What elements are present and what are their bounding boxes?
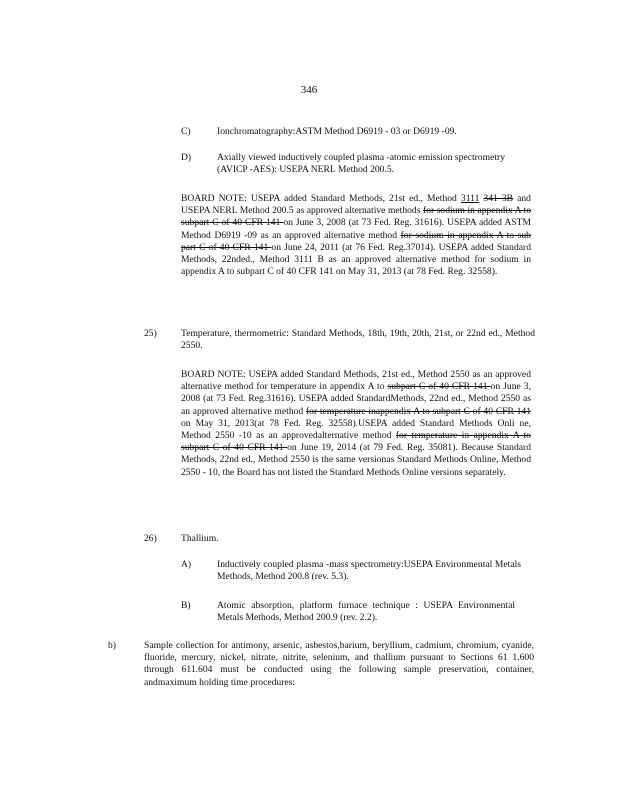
item-26b-text: Atomic absorption, platform furnace technique : USEPA Environmental Metals Methods, Method 200.9 (rev. 2.2). [217, 600, 515, 624]
item-25-text: Temperature, thermometric: Standard Methods, 18th, 19th, 20th, 21st, or 22nd ed., Method 2550. [181, 328, 535, 352]
note2-struck-text-1: subpart C of 40 CFR 141 [387, 381, 491, 393]
note1-part1: BOARD NOTE: USEPA added Standard Methods, 21st ed., Method [181, 193, 457, 204]
item-26a-text: Inductively coupled plasma -mass spectrometry:USEPA Environmental Metals Methods, Method 200.8 (rev. 5.3). [217, 559, 521, 583]
note1-struck-text-2: for sodium in appendix A to subpart C of 40 CFR 141 [181, 205, 532, 229]
note1-part2: and USEPA NERL Method 200.5 as approved alternative methods [181, 193, 531, 217]
item-c-label: C) [181, 126, 191, 137]
note1-part3: on June 3, 2008 (at 73 Fed. Reg. 31616). USEPA added ASTM Method D6919 -09 as an approved alternative method [181, 217, 531, 241]
item-25-label: 25) [144, 328, 157, 339]
page-number: 346 [300, 84, 318, 96]
item-26-label: 26) [144, 533, 157, 544]
item-26-text: Thallium. [181, 533, 219, 544]
note2-part3: on May 31, 2013(at 78 Fed. Reg. 32558).USEPA added Standard Methods Onli ne, Method 2550 -10 as an approvedalternative method [181, 417, 531, 442]
item-d-text: Axially viewed inductively coupled plasma -atomic emission spectrometry (AVICP -AES): USEPA NERL Method 200.5. [217, 152, 505, 176]
section-b-text: Sample collection for antimony, arsenic, asbestos,barium, beryllium, cadmium, chromium, cyanide, fluoride, mercury, nickel, nitrate, nitrite, selenium, and thallium pursuant to Sections 61 1.600 through 611.604 must be conducted using the following sample preservation, container, andmaximum holding time procedures: [144, 640, 534, 688]
item-d-label: D) [181, 152, 192, 163]
item-26b-label: B) [181, 600, 191, 611]
item-26a-label: A) [181, 559, 192, 570]
note2-part1: BOARD NOTE: USEPA added Standard Methods, 21st ed., Method 2550 as an approved alternative method for temperature in appendix A to [181, 369, 531, 393]
note2-struck-text-3: for temperature in appendix A to subpart C of 40 CFR 141 [181, 430, 531, 454]
note1-struck-text-1: 341 3B [483, 193, 514, 204]
note2-part4: on June 19, 2014 (at 79 Fed. Reg. 35081). Because Standard Methods, 22nd ed., Method 2550 is the same versionas Standard Methods Online, Method 2550 - 10, the Board has not listed the Standard Methods Online versions separately. [181, 442, 531, 478]
note2-struck-text-2: for temperature inappendix A to subpart C of 40 CFR 141 [305, 405, 531, 417]
note2-part2: on June 3, 2008 (at 73 Fed. Reg.31616). USEPA added StandardMethods, 22nd ed., Method 2550 as an approved alternative method [181, 381, 532, 417]
section-b-label: b) [108, 640, 116, 651]
board-note-sodium [181, 193, 531, 278]
note1-inserted-text: 3111 [460, 193, 480, 204]
note1-struck-text-3: for sodium in appendix A to sub part C of 40 CFR 141 [181, 229, 531, 253]
item-c-text: Ionchromatography:ASTM Method D6919 - 03 or D6919 -09. [217, 126, 457, 137]
note1-part4: on June 24, 2011 (at 76 Fed. Reg.37014). USEPA added Standard Methods, 22nded., Method 3111 B as an approved alternative method for sodium in appendix A to subpart C of 40 CFR 141 on May 31, 2013 (at 78 Fed. Reg. 32558). [181, 241, 531, 278]
board-note-temperature [181, 369, 531, 479]
